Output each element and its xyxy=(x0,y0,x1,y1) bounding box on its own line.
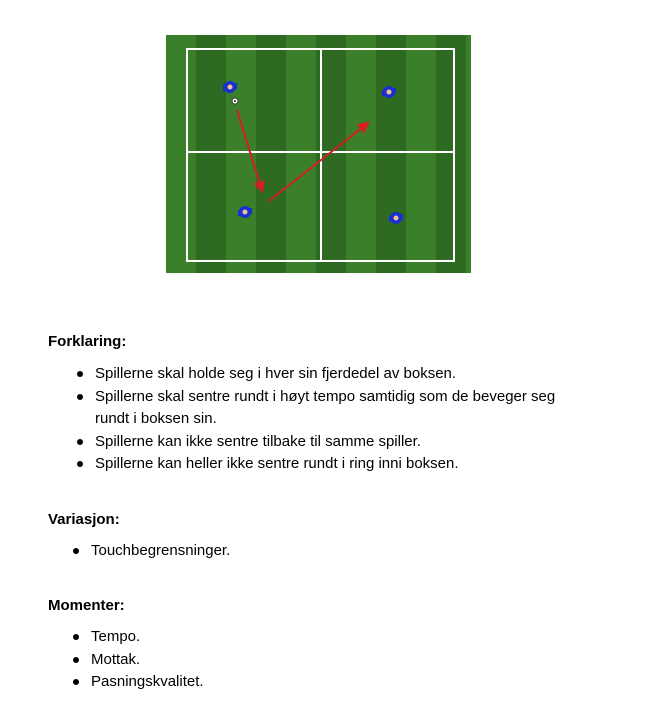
grass-background xyxy=(166,35,471,273)
bullet-icon xyxy=(73,634,79,640)
list-forklaring xyxy=(95,363,575,476)
bullet-icon xyxy=(77,461,83,467)
heading-variasjon: Variasjon: xyxy=(48,511,120,528)
list-variasjon xyxy=(91,540,571,563)
bullet-icon xyxy=(73,548,79,554)
bullet-icon xyxy=(73,679,79,685)
drill-diagram xyxy=(166,35,471,273)
bullet-icon xyxy=(77,371,83,377)
list-item: Touchbegrensninger. xyxy=(91,540,571,563)
bullet-icon xyxy=(77,394,83,400)
list-item: Spillerne kan ikke sentre tilbake til samme spiller. xyxy=(95,431,575,454)
list-item: Spillerne skal holde seg i hver sin fjerdedel av boksen. xyxy=(95,363,575,386)
field-illustration xyxy=(166,35,471,273)
list-item: Tempo. xyxy=(91,626,571,649)
list-item: Pasningskvalitet. xyxy=(91,671,571,694)
list-item: Mottak. xyxy=(91,649,571,672)
bullet-icon xyxy=(77,439,83,445)
list-momenter xyxy=(91,626,571,694)
bullet-icon xyxy=(73,657,79,663)
heading-momenter: Momenter: xyxy=(48,597,125,614)
ball xyxy=(232,98,238,104)
list-item: Spillerne skal sentre rundt i høyt tempo samtidig som de beveger seg rundt i boksen sin. xyxy=(95,386,575,431)
heading-forklaring: Forklaring: xyxy=(48,333,127,350)
list-item: Spillerne kan heller ikke sentre rundt i ring inni boksen. xyxy=(95,453,575,476)
